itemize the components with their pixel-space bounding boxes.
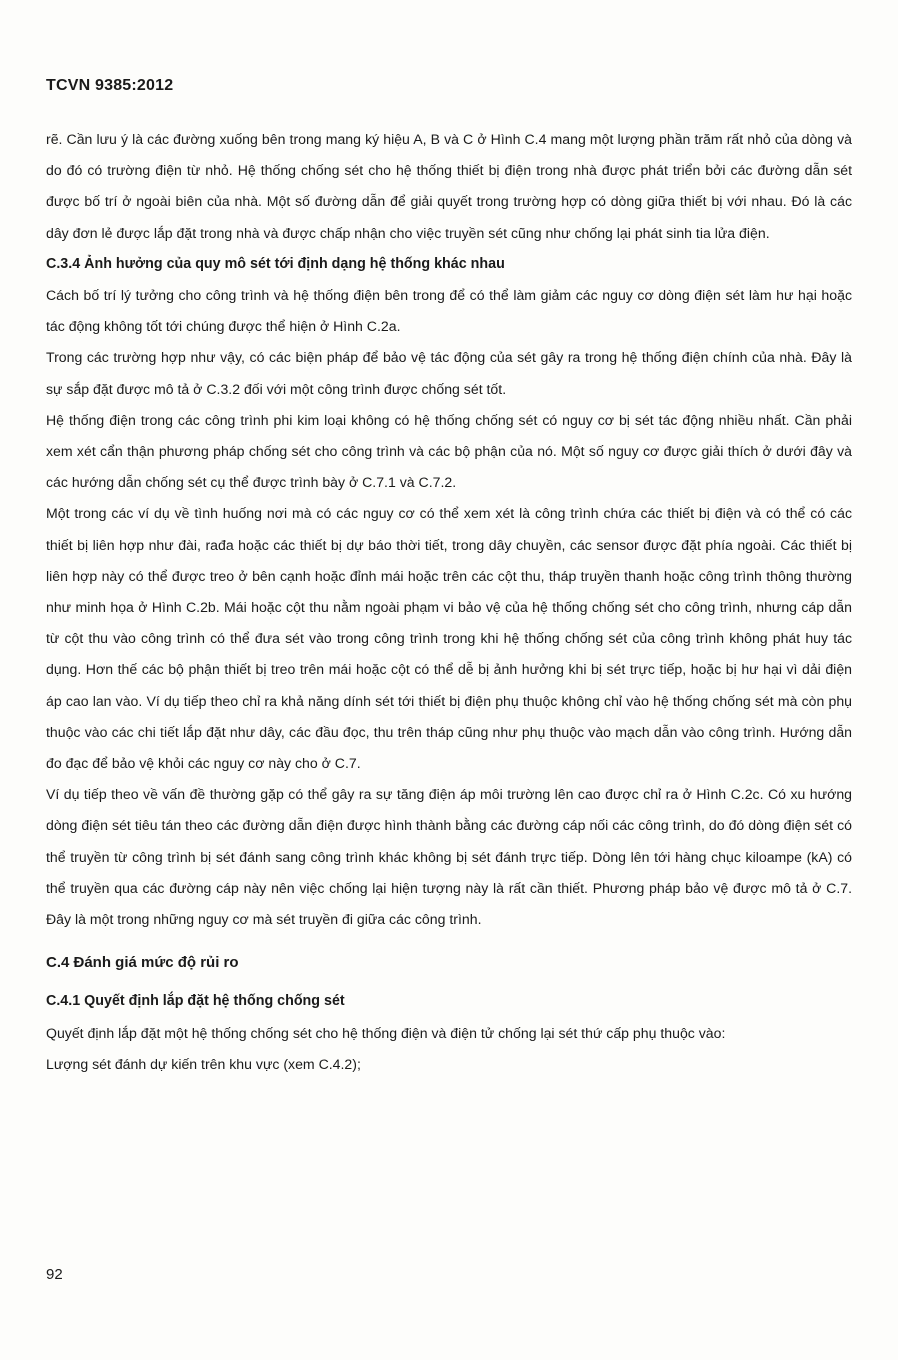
paragraph: Quyết định lắp đặt một hệ thống chống sét cho hệ thống điện và điện tử chống lại sét thứ cấp phụ thuộc vào: [46, 1024, 726, 1041]
paragraph: Trong các trường hợp như vậy, có các biện pháp để bảo vệ tác động của sét gây ra trong hệ thống điện chính của nhà. Đây là sự sắp đặt được mô tả ở C.3.2 đối với một công trình được chống sét tốt. [46, 349, 852, 397]
section-heading-c34: C.3.4 Ảnh hưởng của quy mô sét tới định dạng hệ thống khác nhau [46, 255, 505, 272]
paragraph: Một trong các ví dụ về tình huống nơi mà có các nguy cơ có thể xem xét là công trình chứa các thiết bị điện và có thể có các thiết bị liên hợp như đài, rađa hoặc các thiết bị dự báo thời tiết, trong dây chuyền, các sensor được đặt phía ngoài. Các thiết bị liên hợp này có thể được treo ở bên cạnh hoặc đỉnh mái hoặc trên các cột thu, tháp truyền thanh hoặc công trình thông thường như minh họa ở Hình C.2b. Mái hoặc cột thu nằm ngoài phạm vi bảo vệ của hệ thống chống sét cho công trình, nhưng cáp dẫn từ cột thu vào công trình có thể đưa sét vào trong công trình trong khi hệ thống chống sét của công trình không phát huy tác dụng. Hơn thế các bộ phận thiết bị treo trên mái hoặc cột có thể dễ bị ảnh hưởng khi bị sét trực tiếp, hoặc bị hư hại vì dải điện áp cao lan vào. Ví dụ tiếp theo chỉ ra khả năng dính sét tới thiết bị điện phụ thuộc không chỉ vào hệ thống chống sét mà còn phụ thuộc vào các chi tiết lắp đặt như dây, các đầu đọc, thu trên tháp cũng như phụ thuộc vào mạch dẫn vào công trình. Hướng dẫn đo đạc để bảo vệ khỏi các nguy cơ này cho ở C.7. [46, 505, 852, 772]
section-heading-c41: C.4.1 Quyết định lắp đặt hệ thống chống sét [46, 993, 345, 1010]
paragraph: rẽ. Cần lưu ý là các đường xuống bên trong mang ký hiệu A, B và C ở Hình C.4 mang một lượng phần trăm rất nhỏ của dòng và do đó có trường điện từ nhỏ. Hệ thống chống sét cho hệ thống thiết bị điện trong nhà được phát triển bởi các đường dẫn sét được bố trí ở ngoài biên của nhà. Một số đường dẫn để giải quyết trong trường hợp có dòng giữa thiết bị với nhau. Đó là các dây đơn lẻ được lắp đặt trong nhà và được chấp nhận cho việc truyền sét cũng như chống lại phát sinh tia lửa điện. [46, 131, 852, 241]
standard-code-header: TCVN 9385:2012 [46, 77, 174, 94]
document-body [46, 124, 852, 1080]
paragraph: Ví dụ tiếp theo về vấn đề thường gặp có thể gây ra sự tăng điện áp môi trường lên cao được chỉ ra ở Hình C.2c. Có xu hướng dòng điện sét tiêu tán theo các đường dẫn điện được hình thành bằng các đường cáp nối các công trình, do đó dòng điện sét có thể truyền từ công trình bị sét đánh sang công trình khác không bị sét đánh trực tiếp. Dòng lên tới hàng chục kiloampe (kA) có thể truyền qua các đường cáp này nên việc chống lại hiện tượng này là rất cần thiết. Phương pháp bảo vệ được mô tả ở C.7. Đây là một trong những nguy cơ mà sét truyền đi giữa các công trình. [46, 786, 852, 928]
page-number: 92 [46, 1266, 63, 1283]
section-heading-c4: C.4 Đánh giá mức độ rủi ro [46, 954, 239, 972]
paragraph: Hệ thống điện trong các công trình phi kim loại không có hệ thống chống sét có nguy cơ bị sét tác động nhiều nhất. Cần phải xem xét cẩn thận phương pháp chống sét cho công trình và các bộ phận của nó. Một số nguy cơ được giải thích ở dưới đây và các hướng dẫn chống sét cụ thể được trình bày ở C.7.1 và C.7.2. [46, 411, 852, 491]
paragraph: Lượng sét đánh dự kiến trên khu vực (xem C.4.2); [46, 1055, 361, 1072]
paragraph: Cách bố trí lý tưởng cho công trình và hệ thống điện bên trong để có thể làm giảm các nguy cơ dòng điện sét làm hư hại hoặc tác động không tốt tới chúng được thể hiện ở Hình C.2a. [46, 287, 852, 335]
